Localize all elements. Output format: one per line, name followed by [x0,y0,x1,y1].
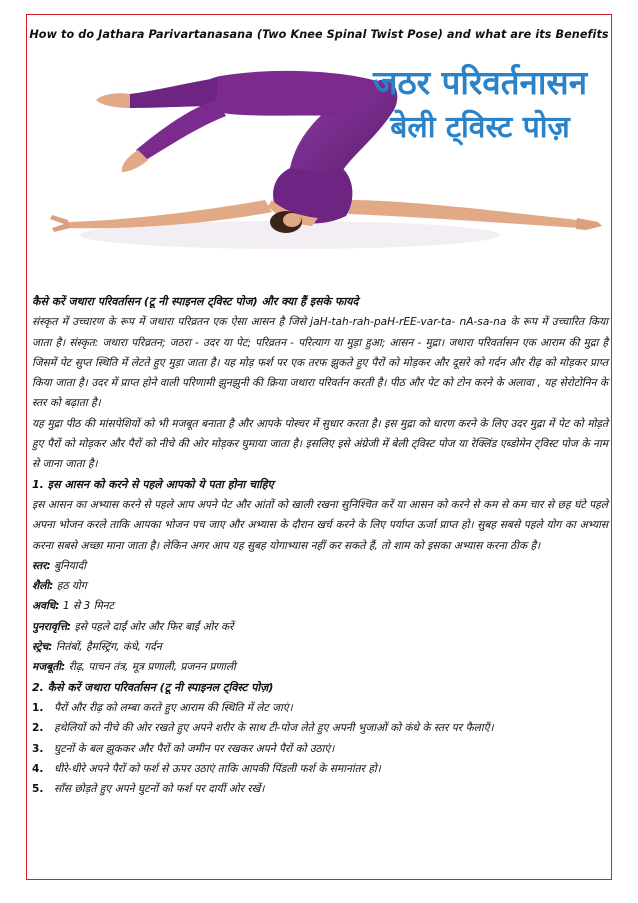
fact-value: रीढ़, पाचन तंत्र, मूत्र प्रणाली, प्रजनन प्रणाली [68,661,236,674]
step-text: घुटनों के बल झुककर और पैरों को जमीन पर रखकर अपने पैरों को उठाएं। [54,742,335,755]
fact-row [32,556,608,576]
lower-leg-back [128,78,218,108]
section-heading-intro: कैसे करें जथारा परिवर्तासन (टू नी स्पाइनल ट्विस्ट पोज) और क्या हैं इसके फायदे [32,295,359,308]
section-heading-steps: 2. कैसे करें जथारा परिवर्तासन (टू नी स्पाइनल ट्विस्ट पोज़) [32,680,274,694]
fact-value: 1 से 3 मिनट [62,600,114,613]
hero-title-english: बेली ट्विस्ट पोज़ [390,110,570,145]
fact-label: पुनरावृत्ति: [32,620,72,633]
face [283,213,301,227]
steps-list [32,698,608,799]
intro-paragraph-1: संस्कृत में उच्चारण के रूप में जथारा परिव्रतन एक ऐसा आसन है जिसे jaH-tah-rah-paH-rEE-var-ta- nA-sa-na के रूप में उच्चारित किया जाता है। संस्कृत: जथारा परिव्रतन; जठरा - उदर या पेट; परिव्रतन - परित्याग या मुड़ा हुआ; आसन - मुद्रा। जथारा परिवर्तासन एक आराम की मुद्रा है जिसमें पेट सुप्त स्थिति में लेटते हुए मुड़ा जाता है। यह मोड़ फर्श पर एक तरफ झुकते हुए पैरों को मोड़कर और दूसरे को गर्दन और रीढ़ को मोड़कर प्राप्त किया जाता है। उदर में प्राप्त होने वाली परिणामी झुनझुनी की क्रिया जथारा परिवर्तन करती है। पीठ और पेट को टोन करने के अलावा , यह सेरोटोनिन के स्तर को बढ़ाता है। [32,316,608,410]
fact-label: शैली: [32,580,54,593]
step-number: 4. [32,762,44,775]
fact-row [32,637,608,657]
fact-value: नितंबों, हैमस्ट्रिंग, कंधे, गर्दन [55,641,162,654]
step-number: 1. [32,701,44,714]
step-text: साँस छोड़ते हुए अपने घुटनों को फर्श पर दायीं ओर रखें। [54,783,265,796]
fact-label: मजबूती: [32,661,66,674]
facts-list [32,556,608,678]
step-text: हथेलियों को नीचे की ओर रखते हुए अपने शरीर के साथ टी-पोज लेते हुए अपनी भुजाओं को कंधे के स्तर पर फैलाएँ। [54,722,494,735]
fact-label: अवधि: [32,600,60,613]
fact-row [32,596,608,616]
fact-row [32,576,608,596]
step-text: धीरे-धीरे अपने पैरों को फर्श से ऊपर उठाएं ताकि आपकी पिंडली फर्श के समानांतर हो। [54,762,381,775]
step-number: 2. [32,722,44,735]
step-number: 3. [32,742,44,755]
article-body [32,292,608,799]
back-foot [96,93,130,108]
left-hand [50,215,70,232]
upper-leg [196,71,380,116]
fact-value: बुनियादी [54,559,87,572]
fact-label: स्ट्रेच: [32,641,53,654]
step-item [32,698,608,718]
right-hand [576,218,602,230]
step-item [32,759,608,779]
step-item [32,718,608,738]
lower-leg-front [136,100,226,160]
fact-value: हठ योग [56,580,87,593]
hero-title-sanskrit: जठर परिवर्तनासन [372,63,588,102]
prep-paragraph: इस आसन का अभ्यास करने से पहले आप अपने पेट और आंतों को खाली रखना सुनिश्चित करें या आसन को करने से कम से कम चार से छह घंटे पहले अपना भोजन करले ताकि आपका भोजन पच जाए और अभ्यास के दौरान खर्च करने के लिए पर्याप्त ऊर्जा प्राप्त हो। सुबह सबसे पहले योग का अभ्यास करना सबसे अच्छा माना जाता है। लेकिन अगर आप यह सुबह योगाभ्यास नहीं कर सकते हैं, तो शाम को इसका अभ्यास करना ठीक है। [32,498,608,552]
fact-value: इसे पहले दाईं ओर और फिर बाईं ओर करें [74,620,234,633]
document-title: How to do Jathara Parivartanasana (Two Knee Spinal Twist Pose) and what are its Benefits [29,28,609,41]
intro-paragraph-2: यह मुद्रा पीठ की मांसपेशियों को भी मजबूत बनाता है और आपके पोस्चर में सुधार करता है। इस मुद्रा को धारण करने के लिए उदर मुद्रा में पेट को मोड़ते हुए पैरों को मोड़कर और पैरों को नीचे की ओर मोड़कर घुमाया जाता है। इसलिए इसे अंग्रेजी में बेली ट्विस्ट पोज या रेक्लिंड एब्डोमेन ट्विस्ट पोज के नाम से जाना जाता है। [32,417,608,471]
fact-label: स्तर: [32,559,51,572]
step-number: 5. [32,783,44,796]
fact-row [32,617,608,637]
fact-row [32,657,608,677]
step-item [32,779,608,799]
step-text: पैरों और रीढ़ को लम्बा करते हुए आराम की स्थिति में लेट जाएं। [54,701,293,714]
section-heading-prep: 1. इस आसन को करने से पहले आपको ये पता होना चाहिए [32,477,274,491]
step-item [32,739,608,759]
